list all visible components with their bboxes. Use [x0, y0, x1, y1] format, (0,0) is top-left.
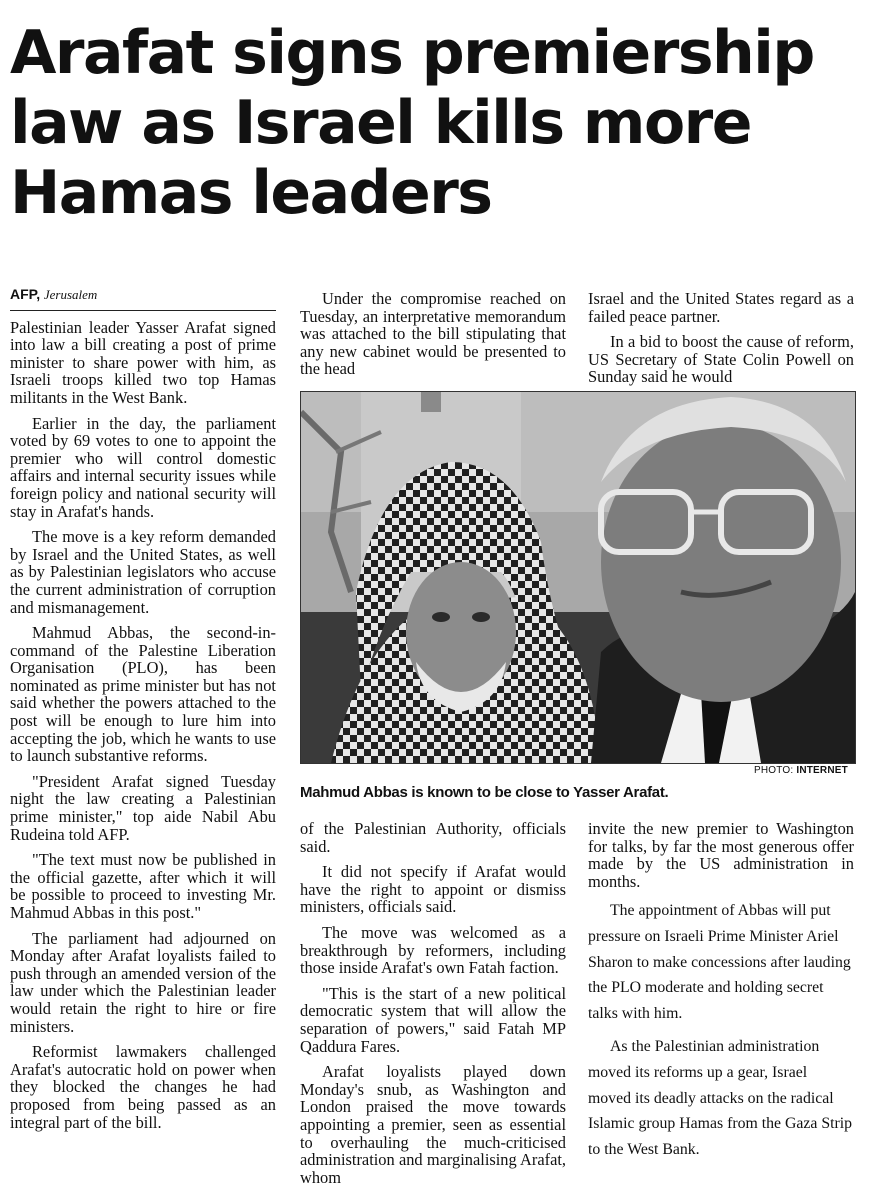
paragraph: The move is a key reform demanded by Israel and the United States, as well as by Palestinian legislators who accuse the current administration of corruption and mismanagement. — [10, 527, 276, 617]
article-column-2-top — [300, 290, 566, 386]
paragraph: In a bid to boost the cause of reform, US Secretary of State Colin Powell on Sunday said he would — [588, 332, 854, 387]
article-column-3-bottom — [588, 820, 854, 1170]
byline-place: Jerusalem — [43, 287, 98, 302]
paragraph: Under the compromise reached on Tuesday, an interpretative memorandum was attached to the bill stipulating that any new cabinet would be presented to the head — [300, 289, 566, 379]
byline-agency: AFP, — [10, 286, 41, 302]
paragraph: Mahmud Abbas, the second-in-command of the Palestine Liberation Organisation (PLO), has been nominated as prime minister but has not said whether the powers attached to the post will be enough to lure him into accepting the job, which he wants to use to launch substantive reforms. — [10, 623, 276, 766]
paragraph: "The text must now be published in the official gazette, after which it will be possible to proceed to investing Mr. Mahmud Abbas in this post." — [10, 850, 276, 922]
photo-credit — [754, 765, 848, 776]
paragraph: It did not specify if Arafat would have the right to appoint or dismiss ministers, officials said. — [300, 862, 566, 917]
paragraph: Reformist lawmakers challenged Arafat's autocratic hold on power when they blocked the changes he had proposed from being passed as an integral part of the bill. — [10, 1042, 276, 1132]
paragraph: As the Palestinian administration moved its reforms up a gear, Israel moved its deadly attacks on the radical Islamic group Hamas from the Gaza Strip to the West Bank. — [588, 1038, 853, 1158]
article-column-3-top — [588, 290, 854, 394]
article-column-2-bottom — [300, 820, 566, 1194]
paragraph: invite the new premier to Washington for talks, by far the most generous offer made by the US administration in months. — [588, 819, 854, 891]
byline — [10, 286, 276, 311]
paragraph: "President Arafat signed Tuesday night the law creating a Palestinian prime minister," top aide Nabil Abu Rudeina told AFP. — [10, 771, 276, 844]
paragraph: Palestinian leader Yasser Arafat signed into law a bill creating a post of prime minister to share power with him, as Israeli troops killed two top Hamas militants in the West Bank. — [10, 317, 276, 407]
photo-illustration — [301, 392, 855, 763]
paragraph: The parliament had adjourned on Monday after Arafat loyalists failed to push through an amended version of the law under which the Palestinian leader would retain the right to hire or fire ministers. — [10, 928, 276, 1036]
news-photo — [300, 391, 856, 764]
paragraph: Earlier in the day, the parliament voted by 69 votes to one to appoint the premier who will control domestic affairs and internal security issues while foreign policy and national security will stay in Arafat's hands. — [10, 413, 276, 521]
photo-credit-prefix: PHOTO: — [754, 765, 794, 776]
paragraph: The appointment of Abbas will put pressure on Israeli Prime Minister Ariel Sharon to make concessions after lauding the PLO moderate and holding secret talks with him. — [588, 902, 851, 1022]
headline: Arafat signs premiership law as Israel kills more Hamas leaders — [10, 18, 814, 228]
article-column-1 — [10, 286, 276, 1139]
paragraph: Israel and the United States regard as a failed peace partner. — [588, 289, 854, 326]
paragraph: Arafat loyalists played down Monday's snub, as Washington and London praised the move towards appointing a premier, seen as essential to overhauling the much-criticised administration and marginalising Arafat, whom — [300, 1062, 566, 1187]
paragraph: of the Palestinian Authority, officials said. — [300, 819, 566, 856]
photo-caption: Mahmud Abbas is known to be close to Yasser Arafat. — [300, 784, 669, 801]
paragraph: The move was welcomed as a breakthrough by reformers, including those inside Arafat's own Fatah faction. — [300, 922, 566, 978]
photo-credit-source: INTERNET — [796, 765, 848, 776]
paragraph: "This is the start of a new political democratic system that will allow the separation of powers," said Fatah MP Qaddura Fares. — [300, 983, 566, 1056]
